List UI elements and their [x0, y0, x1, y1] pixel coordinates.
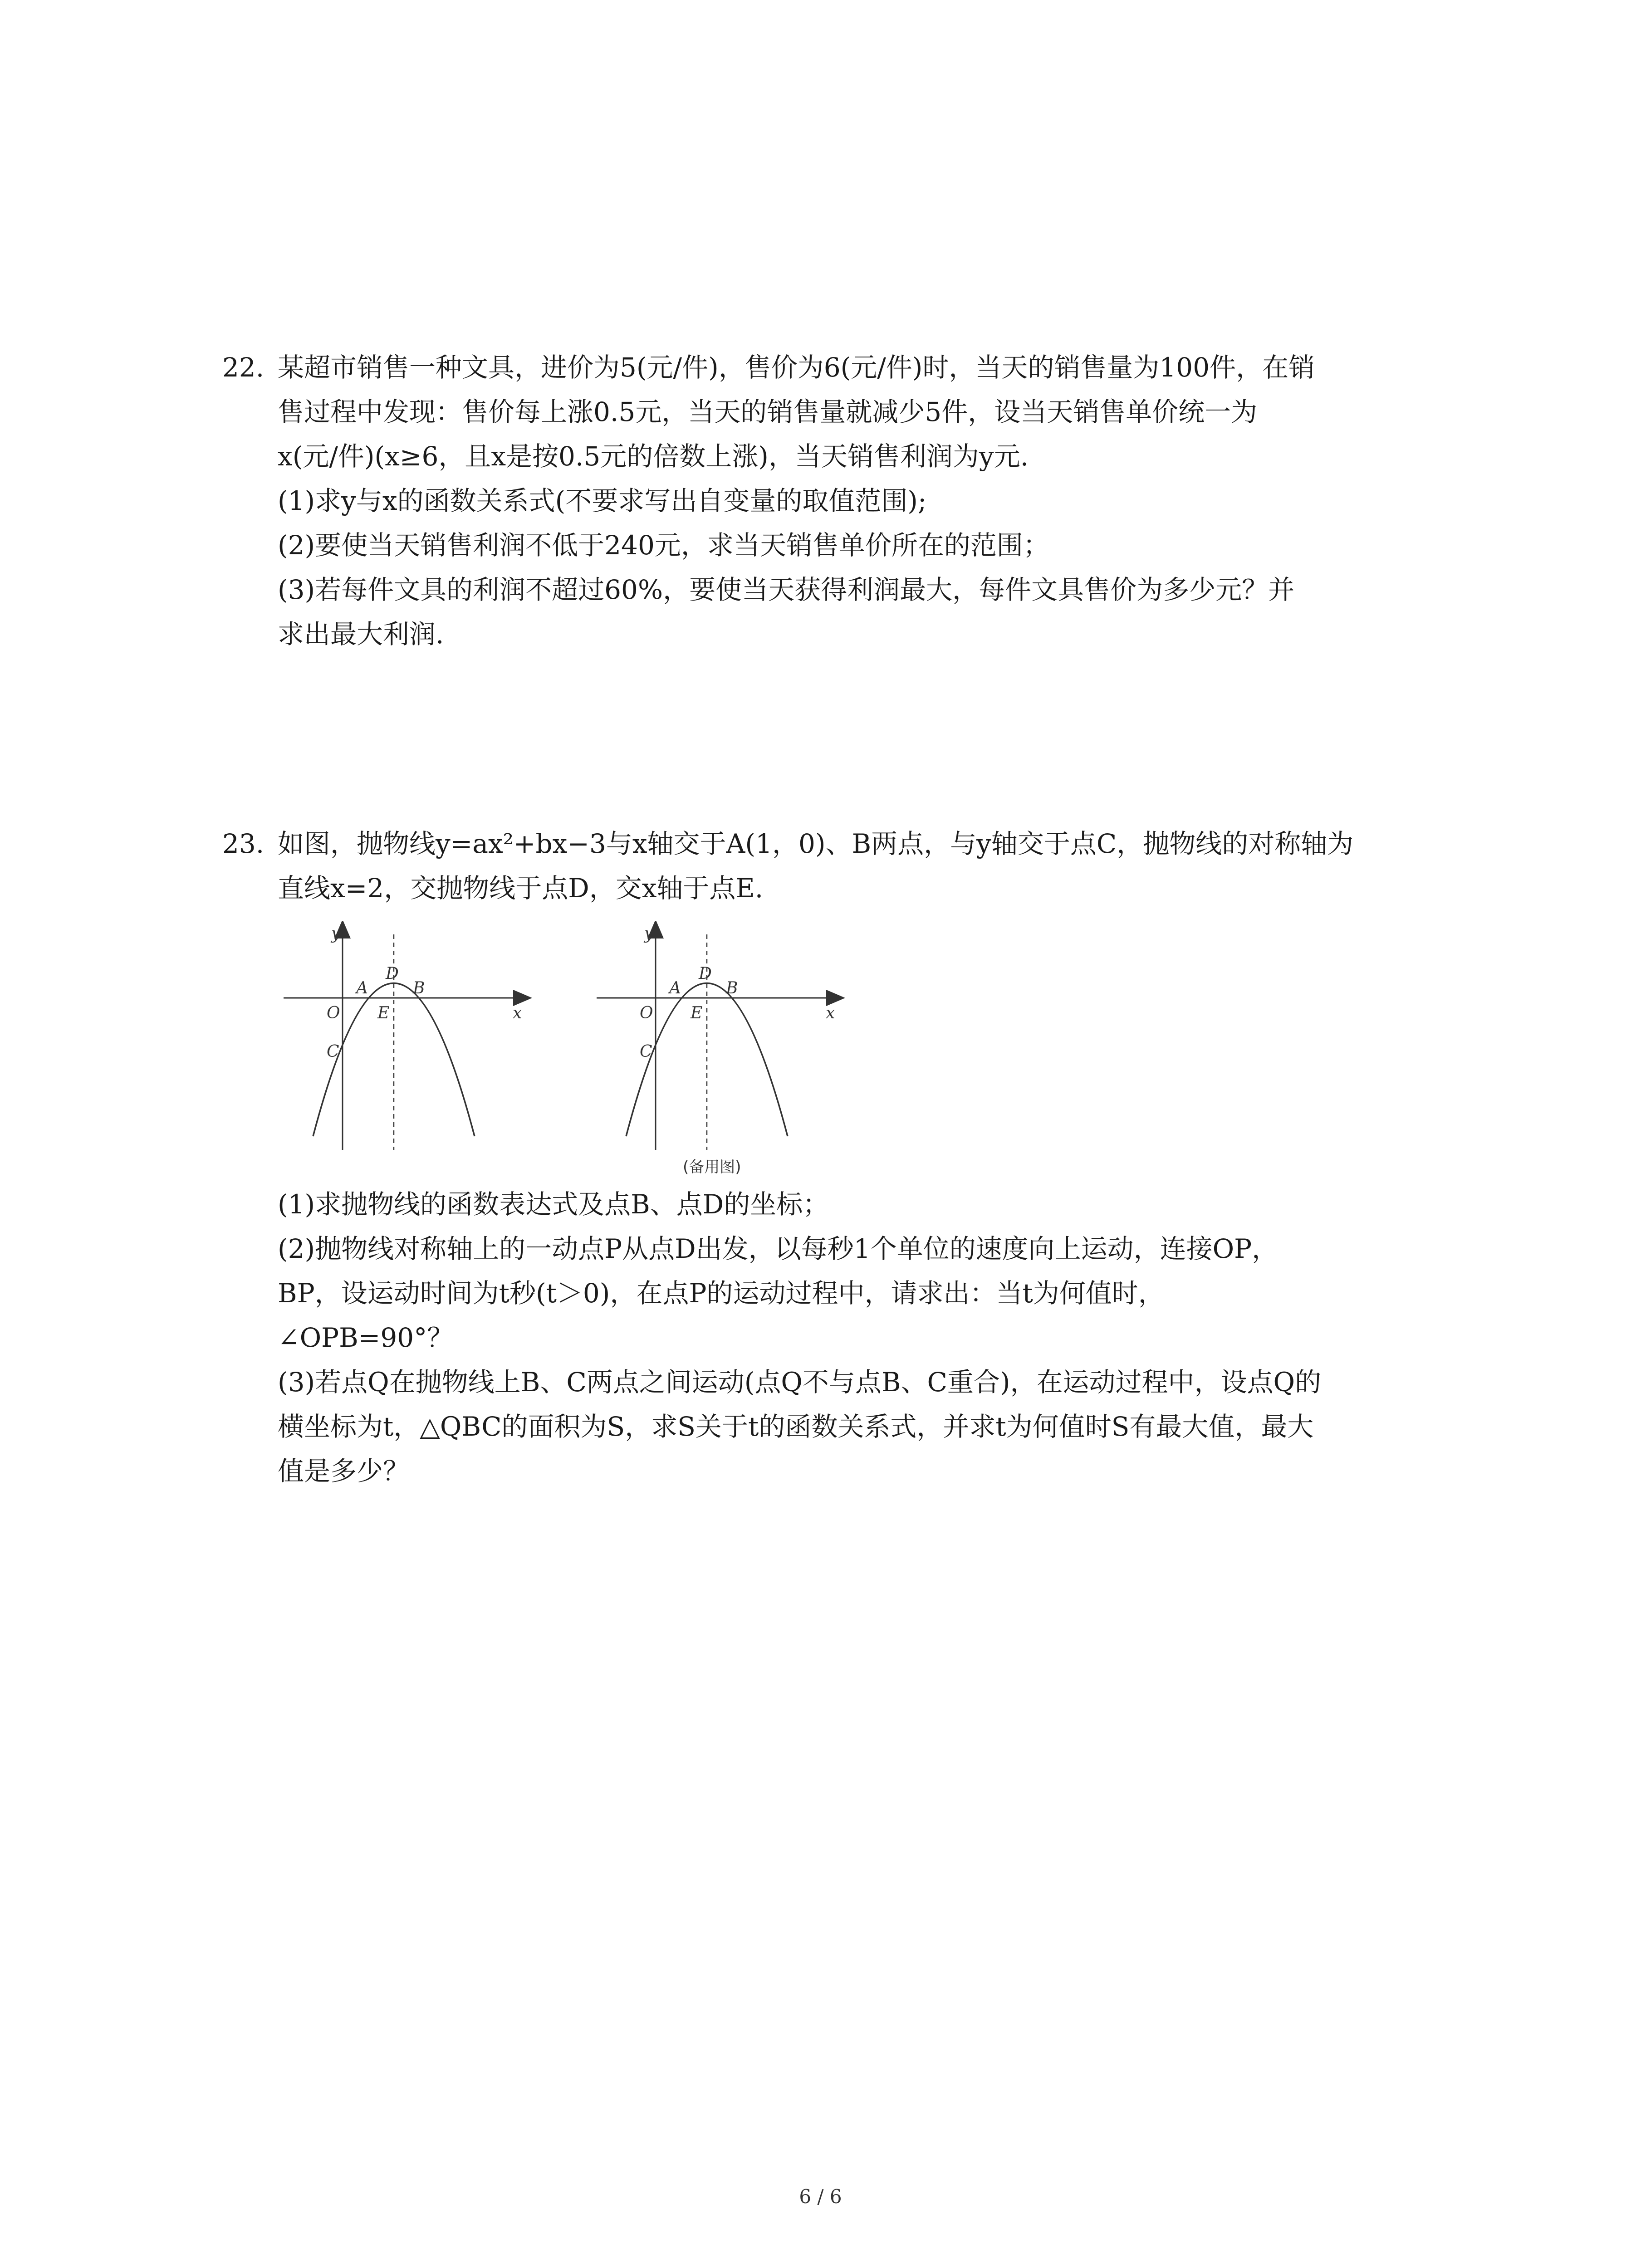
label-O: O: [327, 1004, 340, 1022]
label-A: A: [356, 979, 368, 997]
q22-part-2: (2)要使当天销售利润不低于240元，求当天销售单价所在的范围；: [278, 530, 1049, 561]
label-E: E: [377, 1004, 390, 1022]
q22-line: 某超市销售一种文具，进价为5(元/件)，售价为6(元/件)时，当天的销售量为100件，在销: [278, 352, 1315, 383]
label-x: x: [826, 1004, 835, 1022]
label-D: D: [699, 964, 712, 983]
label-O: O: [640, 1004, 653, 1022]
label-x: x: [513, 1004, 522, 1022]
q22-part-1: (1)求y与x的函数关系式(不要求写出自变量的取值范围);: [278, 485, 927, 516]
label-E: E: [691, 1004, 703, 1022]
label-B: B: [726, 979, 738, 997]
label-C: C: [640, 1042, 652, 1061]
label-D: D: [386, 964, 399, 983]
q23-part-2-cont: BP，设运动时间为t秒(t＞0)，在点P的运动过程中，请求出：当t为何值时，: [278, 1278, 1165, 1309]
q23-part-3-cont: 横坐标为t，△QBC的面积为S，求S关于t的函数关系式，并求t为何值时S有最大值，最大: [278, 1411, 1314, 1442]
q23-part-2-cont: ∠OPB=90°？: [278, 1322, 454, 1353]
q23-part-3-cont: 值是多少？: [278, 1456, 410, 1486]
label-B: B: [413, 979, 425, 997]
q22-part-3: (3)若每件文具的利润不超过60%，要使当天获得利润最大，每件文具售价为多少元？并: [278, 574, 1295, 605]
q23-part-3: (3)若点Q在抛物线上B、C两点之间运动(点Q不与点B、C重合)，在运动过程中，设点Q的: [278, 1367, 1322, 1398]
question-23-number: 23.: [222, 828, 265, 859]
q23-part-2: (2)抛物线对称轴上的一动点P从点D出发，以每秒1个单位的速度向上运动，连接OP，: [278, 1233, 1279, 1264]
question-22-number: 22.: [222, 352, 265, 383]
label-y: y: [331, 924, 341, 943]
q22-line: 售过程中发现：售价每上涨0.5元，当天的销售量就减少5件，设当天销售单价统一为: [278, 396, 1258, 427]
backup-parabola-figure: [594, 921, 848, 1157]
parabola-figure: [281, 921, 535, 1157]
q22-line: 求出最大利润.: [278, 619, 444, 650]
parabola-figure-svg: [281, 921, 535, 1157]
q23-intro-line: 直线x=2，交抛物线于点D，交x轴于点E.: [278, 873, 764, 904]
q23-part-1: (1)求抛物线的函数表达式及点B、点D的坐标；: [278, 1189, 829, 1220]
label-A: A: [669, 979, 681, 997]
q23-intro-line: 如图，抛物线y=ax²+bx−3与x轴交于A(1，0)、B两点，与y轴交于点C，抛物线的对称轴为: [278, 828, 1354, 859]
figure-caption: (备用图): [683, 1158, 741, 1176]
label-y: y: [644, 924, 654, 943]
label-C: C: [327, 1042, 339, 1061]
q22-line: x(元/件)(x≥6，且x是按0.5元的倍数上涨)，当天销售利润为y元.: [278, 441, 1029, 472]
page-number: 6 / 6: [799, 2185, 842, 2208]
backup-parabola-figure-svg: [594, 921, 848, 1157]
